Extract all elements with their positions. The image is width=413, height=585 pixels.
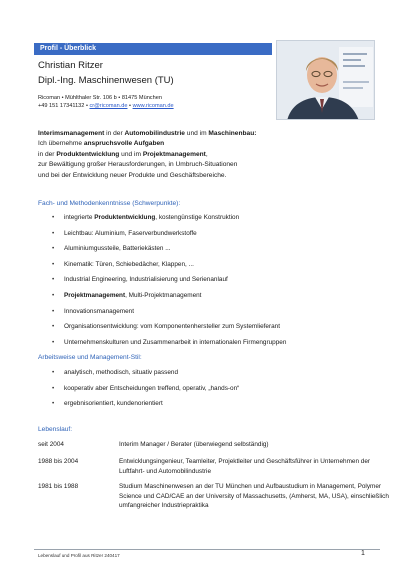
text-run: zur Bewältigung großer Herausforderungen, in Umbruch-Situationen (38, 161, 238, 169)
list-item (52, 322, 286, 338)
intro-line (38, 160, 368, 170)
intro-line (38, 150, 368, 160)
intro-paragraph (38, 129, 368, 181)
text-run: ergebnisorientiert, kundenorientiert (64, 400, 163, 408)
text-run: in der (38, 150, 57, 158)
skills-section-title: Fach- und Methodenkenntnisse (Schwerpunkte): (38, 200, 181, 207)
intro-line (38, 129, 368, 139)
text-run: integrierte (64, 214, 95, 221)
cv-date: 1981 bis 1988 (38, 483, 79, 490)
text-run: Industrial Engineering, Industrialisierung und Serienanlauf (64, 276, 228, 284)
person-name: Christian Ritzer (38, 60, 103, 71)
list-item (52, 307, 286, 323)
bold-text: anspruchsvolle Aufgaben (83, 140, 165, 148)
list-item (52, 384, 239, 400)
bold-text: Produktentwicklung (56, 150, 120, 158)
email-link[interactable]: cr@ricoman.de (89, 103, 128, 109)
page-number: 1 (361, 550, 365, 557)
bold-text: Automobilindustrie (124, 130, 185, 137)
text-run: analytisch, methodisch, situativ passend (64, 369, 179, 376)
person-degree: Dipl.-Ing. Maschinenwesen (TU) (38, 75, 174, 86)
person-address: Ricoman • Mühlthaler Str. 106 b • 81475 München (38, 95, 162, 101)
list-item (52, 213, 286, 229)
list-item (52, 260, 286, 276)
list-item (52, 275, 286, 291)
list-item (52, 338, 286, 354)
cv-date: 1988 bis 2004 (38, 458, 79, 465)
text-run: , Multi-Projektmanagement (125, 291, 202, 299)
cv-description: Interim Manager / Berater (überwiegend selbständig) (119, 441, 269, 448)
cv-date: seit 2004 (38, 441, 64, 448)
text-run: Innovationsmanagement (64, 307, 134, 315)
portrait-illustration (277, 41, 375, 120)
text-run: kooperativ aber Entscheidungen treffend, operativ, „hands-on“ (64, 384, 240, 392)
workstyle-section-title: Arbeitsweise und Management-Stil: (38, 354, 142, 361)
cv-description: Studium Maschinenwesen an der TU München und Aufbaustudium in Management, Polymer Science und CAD/CAE an der University of Massachusetts, (Amherst, MA, USA), einschließlich umfangreicher Industriepraktika (119, 483, 389, 510)
text-run: Organisationsentwicklung: vom Komponentenhersteller zum Systemlieferant (64, 323, 280, 331)
list-item (52, 399, 239, 415)
portrait-photo (276, 40, 375, 120)
text-run: und bei der Entwicklung neuer Produkte und Geschäftsbereiche. (38, 171, 227, 179)
footer-divider (34, 549, 380, 550)
text-run: und im (184, 130, 209, 137)
profile-header-bar: Profil - Überblick (34, 43, 272, 55)
contact-separator: • (127, 103, 133, 109)
text-run: , kostengünstige Konstruktion (155, 214, 240, 221)
text-run: Ich übernehme (38, 140, 84, 148)
text-run: , (205, 150, 208, 158)
contact-line (38, 103, 174, 109)
intro-line (38, 171, 368, 181)
footer-text: Lebenslauf und Profil aus Ritzer 240417 (38, 553, 120, 558)
list-item (52, 229, 286, 245)
bold-text: Projektmanagement (142, 150, 206, 158)
text-run: Leichtbau: Aluminium, Faserverbundwerkstoffe (64, 229, 197, 237)
list-item (52, 291, 286, 307)
text-run: und im (119, 150, 143, 158)
intro-line (38, 139, 368, 149)
phone-number: +49 151 17341132 • (38, 103, 90, 109)
bold-text: Produktentwicklung (94, 214, 156, 221)
bold-text: Interimsmanagement (38, 130, 105, 137)
website-link[interactable]: www.ricoman.de (132, 103, 174, 109)
bold-text: Projektmanagement (64, 291, 126, 299)
skills-list (52, 213, 286, 353)
text-run: in der (104, 130, 125, 137)
text-run: Kinematik: Türen, Schiebedächer, Klappen, ... (64, 260, 194, 268)
workstyle-list (52, 368, 239, 415)
text-run: Unternehmenskulturen und Zusammenarbeit in internationalen Firmengruppen (64, 338, 287, 346)
text-run: Aluminiumgussteile, Batteriekästen ... (64, 245, 171, 253)
bold-text: Maschinenbau: (208, 130, 257, 137)
cv-section-title: Lebenslauf: (38, 426, 73, 433)
list-item (52, 368, 239, 384)
list-item (52, 244, 286, 260)
cv-description: Entwicklungsingenieur, Teamleiter, Projektleiter und Geschäftsführer in Unternehmen der Luftfahrt- und Automobilindustrie (119, 458, 371, 475)
